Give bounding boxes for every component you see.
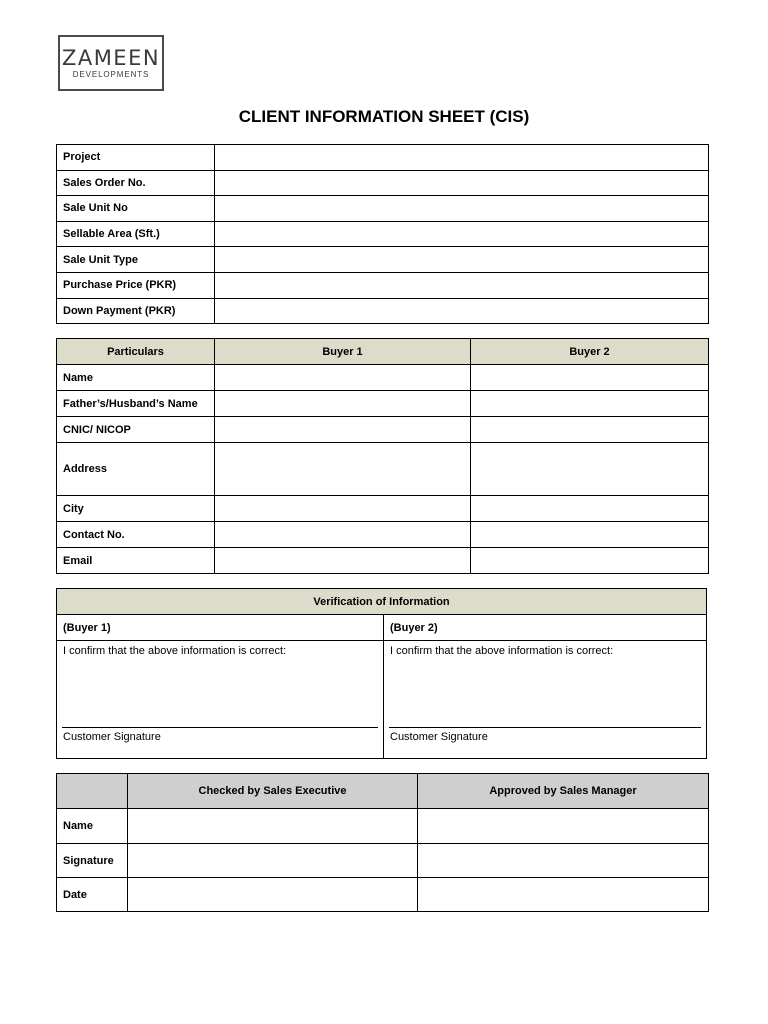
signature-label: Customer Signature bbox=[390, 731, 488, 743]
table-row bbox=[57, 548, 709, 574]
table-row bbox=[57, 615, 707, 641]
signature-line bbox=[62, 727, 378, 728]
verification-title: Verification of Information bbox=[57, 589, 707, 615]
buyer2-label: (Buyer 2) bbox=[384, 615, 707, 641]
row-label: Address bbox=[57, 443, 215, 496]
column-header: Approved by Sales Manager bbox=[418, 774, 709, 809]
table-row bbox=[57, 391, 709, 417]
table-row bbox=[57, 272, 709, 298]
row-label: City bbox=[57, 496, 215, 522]
signature-line bbox=[389, 727, 701, 728]
buyer2-cell[interactable] bbox=[471, 522, 709, 548]
sales-manager-cell[interactable] bbox=[418, 809, 709, 844]
page-title: CLIENT INFORMATION SHEET (CIS) bbox=[238, 107, 530, 126]
table-header-row bbox=[57, 339, 709, 365]
table-row bbox=[57, 196, 709, 222]
verification-table bbox=[56, 588, 707, 759]
table-row bbox=[57, 221, 709, 247]
table-row bbox=[57, 844, 709, 878]
row-label: Name bbox=[57, 365, 215, 391]
column-header: Buyer 2 bbox=[471, 339, 709, 365]
sales-executive-cell[interactable] bbox=[128, 878, 418, 912]
buyer1-cell[interactable] bbox=[215, 417, 471, 443]
logo-sub-text: DEVELOPMENTS bbox=[72, 70, 150, 79]
table-row bbox=[57, 878, 709, 912]
field-label: Sales Order No. bbox=[57, 170, 215, 196]
column-header: Particulars bbox=[57, 339, 215, 365]
table-row bbox=[57, 247, 709, 273]
buyer1-cell[interactable] bbox=[215, 443, 471, 496]
sales-executive-cell[interactable] bbox=[128, 844, 418, 878]
field-label: Sellable Area (Sft.) bbox=[57, 221, 215, 247]
buyer2-cell[interactable] bbox=[471, 417, 709, 443]
buyer1-cell[interactable] bbox=[215, 391, 471, 417]
logo-main-text: ZAMEEN bbox=[61, 46, 161, 70]
buyer2-cell[interactable] bbox=[471, 443, 709, 496]
field-label: Sale Unit Type bbox=[57, 247, 215, 273]
table-row bbox=[57, 809, 709, 844]
confirm-text: I confirm that the above information is correct: bbox=[63, 645, 287, 657]
column-header bbox=[57, 774, 128, 809]
field-value-cell[interactable] bbox=[215, 247, 709, 273]
buyer2-cell[interactable] bbox=[471, 548, 709, 574]
table-row bbox=[57, 443, 709, 496]
field-label: Down Payment (PKR) bbox=[57, 298, 215, 324]
sales-manager-cell[interactable] bbox=[418, 878, 709, 912]
buyer-particulars-table bbox=[56, 338, 709, 574]
company-logo bbox=[58, 35, 164, 91]
buyer1-cell[interactable] bbox=[215, 522, 471, 548]
field-value-cell[interactable] bbox=[215, 298, 709, 324]
buyer2-cell[interactable] bbox=[471, 365, 709, 391]
table-row bbox=[57, 145, 709, 171]
buyer2-cell[interactable] bbox=[471, 391, 709, 417]
field-label: Purchase Price (PKR) bbox=[57, 272, 215, 298]
field-value-cell[interactable] bbox=[215, 145, 709, 171]
table-row bbox=[57, 496, 709, 522]
buyer2-cell[interactable] bbox=[471, 496, 709, 522]
row-label: CNIC/ NICOP bbox=[57, 417, 215, 443]
table-row bbox=[57, 365, 709, 391]
row-label: Date bbox=[57, 878, 128, 912]
field-label: Project bbox=[57, 145, 215, 171]
field-value-cell[interactable] bbox=[215, 272, 709, 298]
column-header: Checked by Sales Executive bbox=[128, 774, 418, 809]
column-header: Buyer 1 bbox=[215, 339, 471, 365]
confirm-text: I confirm that the above information is correct: bbox=[390, 645, 614, 657]
row-label: Father’s/Husband’s Name bbox=[57, 391, 215, 417]
signature-label: Customer Signature bbox=[63, 731, 161, 743]
table-row bbox=[57, 298, 709, 324]
buyer2-signature-area[interactable] bbox=[384, 641, 707, 759]
sales-executive-cell[interactable] bbox=[128, 809, 418, 844]
approval-table bbox=[56, 773, 709, 912]
buyer1-cell[interactable] bbox=[215, 548, 471, 574]
field-label: Sale Unit No bbox=[57, 196, 215, 222]
field-value-cell[interactable] bbox=[215, 170, 709, 196]
field-value-cell[interactable] bbox=[215, 196, 709, 222]
sales-manager-cell[interactable] bbox=[418, 844, 709, 878]
table-row bbox=[57, 417, 709, 443]
table-row bbox=[57, 641, 707, 759]
row-label: Email bbox=[57, 548, 215, 574]
row-label: Contact No. bbox=[57, 522, 215, 548]
table-row bbox=[57, 170, 709, 196]
project-details-table bbox=[56, 144, 709, 324]
table-row bbox=[57, 522, 709, 548]
table-header-row bbox=[57, 589, 707, 615]
buyer1-cell[interactable] bbox=[215, 496, 471, 522]
field-value-cell[interactable] bbox=[215, 221, 709, 247]
row-label: Signature bbox=[57, 844, 128, 878]
row-label: Name bbox=[57, 809, 128, 844]
buyer1-signature-area[interactable] bbox=[57, 641, 384, 759]
buyer1-label: (Buyer 1) bbox=[57, 615, 384, 641]
buyer1-cell[interactable] bbox=[215, 365, 471, 391]
table-header-row bbox=[57, 774, 709, 809]
